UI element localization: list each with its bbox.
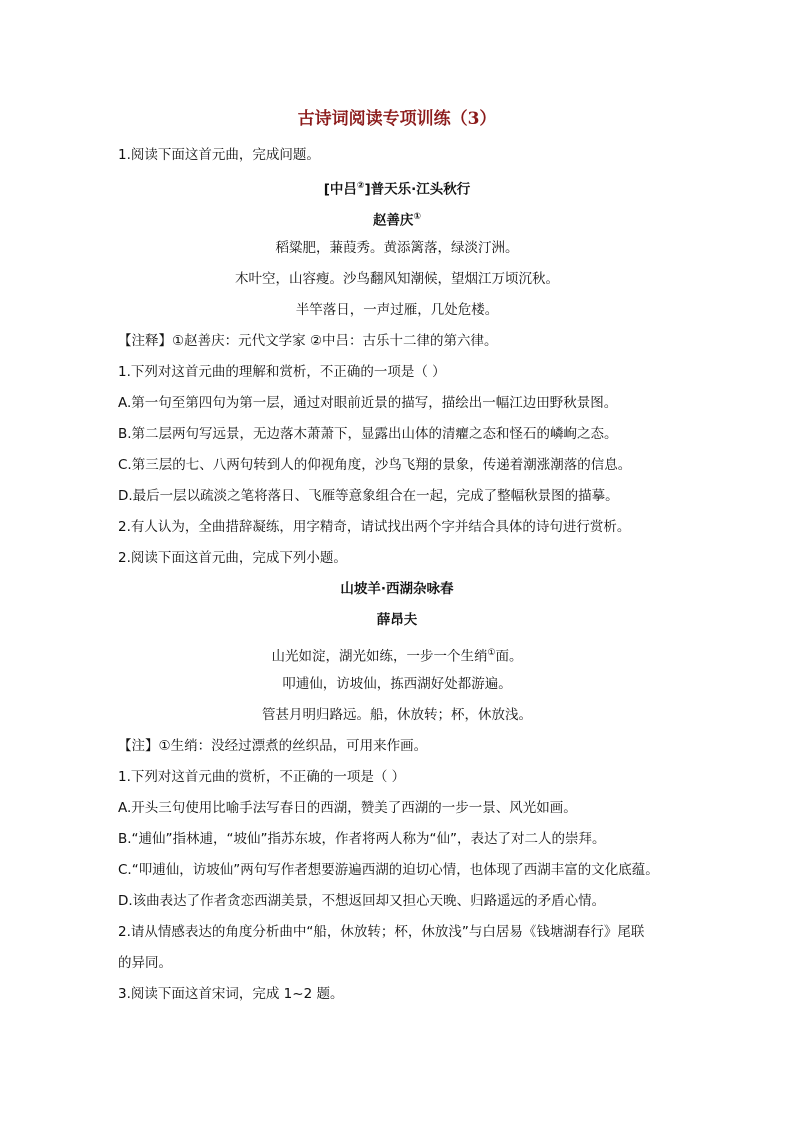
poem-1-line-2: 木叶空，山容瘦。沙鸟翻风知潮候，望烟江万顷沉秋。: [235, 271, 559, 287]
poem-1-option-d: D.最后一层以疏淡之笔将落日、飞雁等意象组合在一起，完成了整幅秋景图的描摹。: [118, 488, 619, 504]
poem-2-option-d: D.该曲表达了作者贪恋西湖美景，不想返回却又担心天晚、归路遥远的矛盾心情。: [118, 893, 606, 909]
poem-2-line-2: 叩逋仙，访坡仙，拣西湖好处都游遍。: [282, 676, 512, 692]
poem-1-option-c: C.第三层的七、八两句转到人的仰视角度，沙鸟飞翔的景象，传递着潮涨潮落的信息。: [118, 457, 632, 473]
question-2-intro: 2.阅读下面这首元曲，完成下列小题。: [118, 550, 347, 566]
poem-2-option-b: B.“逋仙”指林逋，“坡仙”指苏东坡，作者将两人称为“仙”，表达了对二人的崇拜。: [118, 831, 606, 847]
poem-2-title: 山坡羊·西湖杂咏春: [340, 581, 454, 597]
poem-1-note: 【注释】①赵善庆：元代文学家 ②中吕：古乐十二律的第六律。: [118, 333, 498, 349]
poem-1-line-1: 稻粱肥，蒹葭秀。黄添篱落，绿淡汀洲。: [275, 240, 519, 256]
poem-2-question-1: 1.下列对这首元曲的赏析，不正确的一项是（ ）: [118, 769, 406, 785]
poem-2-line-3: 管甚月明归路远。船，休放转；杯，休放浅。: [262, 707, 532, 723]
poem-2-line-1: 山光如淀，湖光如练，一步一个生绡①面。: [271, 648, 523, 665]
poem-1-author: 赵善庆①: [372, 212, 422, 229]
poem-2-question-2-line-2: 的异同。: [118, 955, 172, 971]
poem-2-option-a: A.开头三句使用比喻手法写春日的西湖，赞美了西湖的一步一景、风光如画。: [118, 800, 577, 816]
question-3-intro: 3.阅读下面这首宋词，完成 1~2 题。: [118, 986, 344, 1002]
poem-2-option-c: C.“叩逋仙，访坡仙”两句写作者想要游遍西湖的迫切心情，也体现了西湖丰富的文化底蕴。: [118, 862, 659, 878]
poem-1-title: [中吕②]普天乐·江头秋行: [323, 181, 471, 198]
page-title: 古诗词阅读专项训练（3）: [297, 109, 497, 129]
poem-1-line-3: 半竿落日，一声过雁，几处危楼。: [295, 302, 499, 318]
poem-2-note: 【注】①生绡：没经过漂煮的丝织品，可用来作画。: [118, 738, 428, 754]
poem-1-option-b: B.第二层两句写远景，无边落木萧萧下，显露出山体的清癯之态和怪石的嶙峋之态。: [118, 426, 618, 442]
poem-2-author: 薛昂夫: [376, 612, 418, 628]
poem-1-question-2: 2.有人认为，全曲措辞凝练，用字精奇，请试找出两个字并结合具体的诗句进行赏析。: [118, 519, 631, 535]
poem-1-option-a: A.第一句至第四句为第一层，通过对眼前近景的描写，描绘出一幅江边田野秋景图。: [118, 395, 618, 411]
question-1-intro: 1.阅读下面这首元曲，完成问题。: [118, 147, 320, 163]
poem-2-question-2-line-1: 2.请从情感表达的角度分析曲中“船，休放转；杯，休放浅”与白居易《钱塘湖春行》尾联: [118, 924, 645, 940]
poem-1-question-1: 1.下列对这首元曲的理解和赏析，不正确的一项是（ ）: [118, 364, 446, 380]
